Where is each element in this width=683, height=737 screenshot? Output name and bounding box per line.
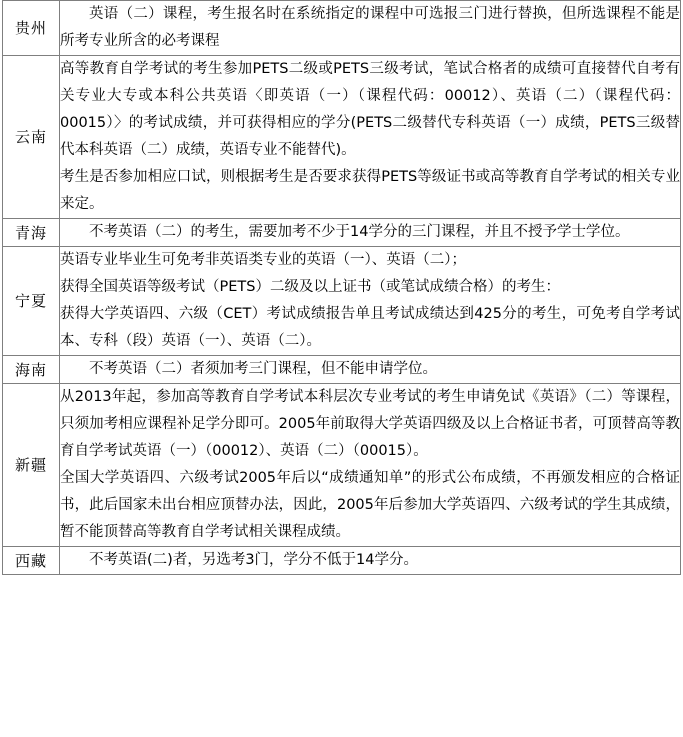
region-label: 宁夏 <box>14 292 47 310</box>
policy-paragraph: 不考英语（二）的考生，需要加考不少于14学分的三门课程，并且不授予学士学位。 <box>89 224 630 240</box>
policy-content-cell <box>60 1 681 56</box>
region-label: 贵州 <box>14 19 47 37</box>
policy-paragraph: 英语专业毕业生可免考非英语类专业的英语（一）、英语（二）； <box>60 252 466 268</box>
table-row <box>3 384 681 547</box>
policy-content-cell <box>60 356 681 384</box>
region-label: 海南 <box>14 360 47 379</box>
region-cell <box>3 356 60 384</box>
policy-table-body <box>3 1 681 575</box>
region-label: 新疆 <box>14 456 47 474</box>
policy-paragraph: 高等教育自学考试的考生参加PETS二级或PETS三级考试，笔试合格者的成绩可直接替代自考有关专业大专或本科公共英语〈即英语（一）（课程代码：00012）、英语（二）（课程代码：00015）〉的考试成绩，并可获得相应的学分(PETS二级替代专科英语（一）成绩，PETS三级替代本科英语（二）成绩，英语专业不能替代)。 <box>60 61 680 158</box>
region-label: 西藏 <box>14 551 47 570</box>
region-label: 青海 <box>14 223 47 242</box>
region-cell <box>3 219 60 247</box>
policy-paragraph: 获得全国英语等级考试（PETS）二级及以上证书（或笔试成绩合格）的考生： <box>60 279 560 295</box>
region-cell <box>3 247 60 356</box>
region-cell <box>3 384 60 547</box>
table-row <box>3 219 681 247</box>
table-row <box>3 1 681 56</box>
table-row <box>3 247 681 356</box>
policy-paragraph: 获得大学英语四、六级（CET）考试成绩报告单且考试成绩达到425分的考生，可免考自学考试本、专科（段）英语（一）、英语（二）。 <box>60 306 680 349</box>
region-cell <box>3 56 60 219</box>
policy-table <box>2 0 681 575</box>
policy-paragraph: 不考英语(二)者，另选考3门，学分不低于14学分。 <box>89 552 418 568</box>
table-row <box>3 547 681 575</box>
policy-paragraph: 英语（二）课程，考生报名时在系统指定的课程中可选报三门进行替换，但所选课程不能是所考专业所含的必考课程 <box>60 6 680 49</box>
policy-content-cell <box>60 547 681 575</box>
policy-paragraph: 考生是否参加相应口试，则根据考生是否要求获得PETS等级证书或高等教育自学考试的相关专业来定。 <box>60 169 680 212</box>
policy-content-cell <box>60 247 681 356</box>
table-row <box>3 356 681 384</box>
policy-content-cell <box>60 56 681 219</box>
region-cell <box>3 547 60 575</box>
policy-content-cell <box>60 384 681 547</box>
table-row <box>3 56 681 219</box>
region-label: 云南 <box>14 128 47 146</box>
region-cell <box>3 1 60 56</box>
policy-content-cell <box>60 219 681 247</box>
policy-paragraph: 不考英语（二）者须加考三门课程，但不能申请学位。 <box>89 361 437 377</box>
policy-paragraph: 全国大学英语四、六级考试2005年后以“成绩通知单”的形式公布成绩，不再颁发相应的合格证书，此后国家未出台相应顶替办法，因此，2005年后参加大学英语四、六级考试的学生其成绩，暂不能顶替高等教育自学考试相关课程成绩。 <box>60 470 680 540</box>
policy-paragraph: 从2013年起，参加高等教育自学考试本科层次专业考试的考生申请免试《英语》（二）等课程，只须加考相应课程补足学分即可。2005年前取得大学英语四级及以上合格证书者，可顶替高等教育自学考试英语（一）（00012）、英语（二）（00015）。 <box>60 389 680 459</box>
